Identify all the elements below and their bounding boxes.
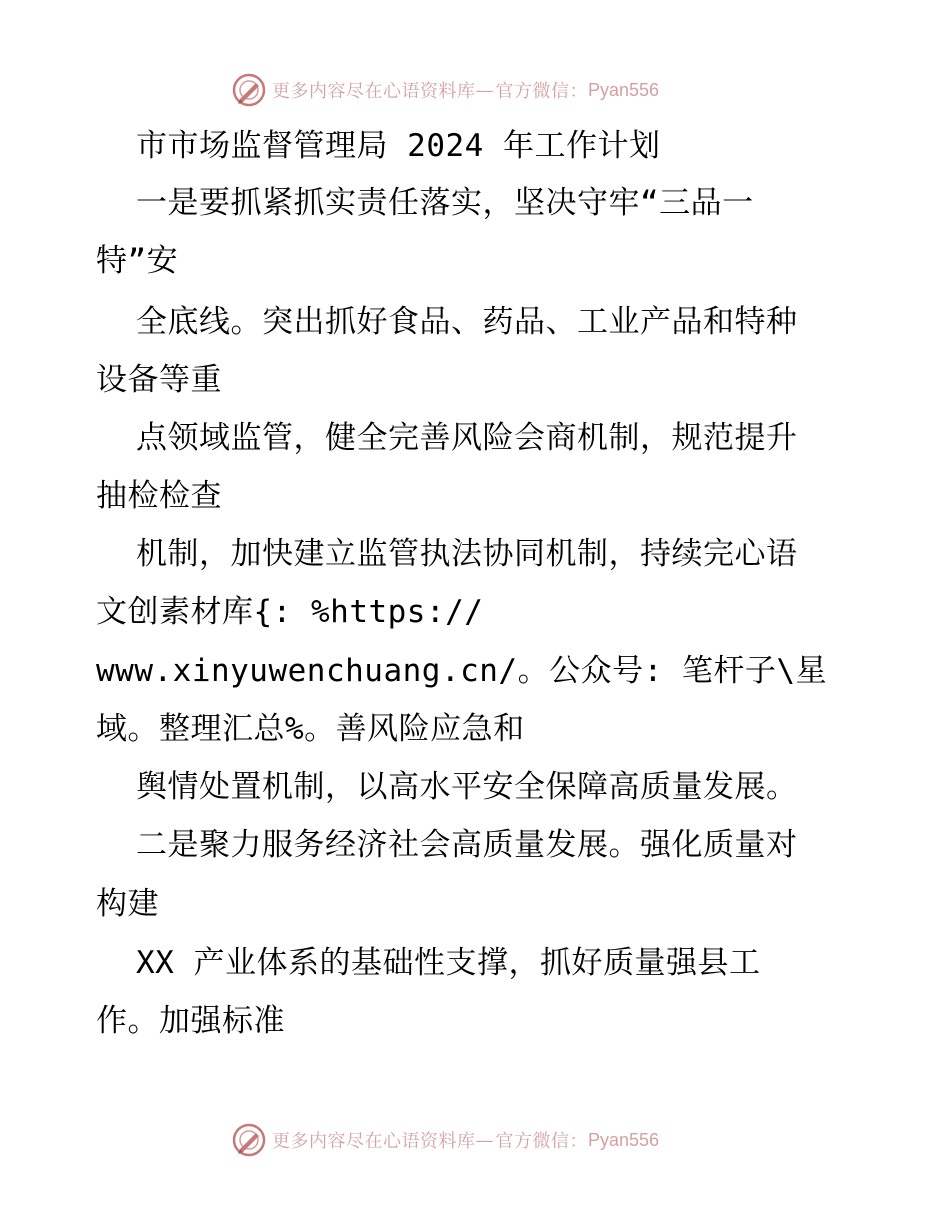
watermark-text: 更多内容尽在心语资料库 [272,81,476,102]
watermark-separator: — [475,79,494,101]
text-line: 点领域监管，健全完善风险会商机制，规范提升 [136,420,798,456]
text-line: 文创素材库{: %https:// [96,594,484,630]
document-title: 市市场监督管理局 2024 年工作计划 [136,128,661,164]
text-line: 机制，加快建立监管执法协同机制，持续完心语 [136,536,798,572]
text-line: 抽检检查 [96,478,222,514]
watermark-text: 更多内容尽在心语资料库 [272,1131,476,1152]
pen-logo-icon [232,73,266,107]
text-line: 一是要抓紧抓实责任落实，坚决守牢“三品一 [136,185,754,221]
watermark-wechat-label: 官方微信： [495,1131,588,1152]
footer-watermark [232,1120,732,1160]
text-line: 设备等重 [96,362,222,398]
text-line: 特”安 [96,243,179,279]
text-line: 全底线。突出抓好食品、药品、工业产品和特种 [136,304,798,340]
header-watermark [232,70,732,110]
text-line: 构建 [96,886,159,922]
watermark-wechat-id: Pyan556 [588,79,660,100]
pen-logo-icon [232,1123,266,1157]
watermark-separator: — [475,1129,494,1151]
text-line: 作。加强标准 [96,1003,285,1039]
watermark-wechat-id: Pyan556 [588,1129,660,1150]
text-line: 二是聚力服务经济社会高质量发展。强化质量对 [136,827,798,863]
text-line: XX 产业体系的基础性支撑，抓好质量强县工 [136,945,761,981]
text-line: 舆情处置机制，以高水平安全保障高质量发展。 [136,769,798,805]
watermark-wechat-label: 官方微信： [495,81,588,102]
url-line: www.xinyuwenchuang.cn/。公众号: 笔杆子\星 [96,653,828,689]
text-line: 域。整理汇总%。善风险应急和 [96,711,525,747]
